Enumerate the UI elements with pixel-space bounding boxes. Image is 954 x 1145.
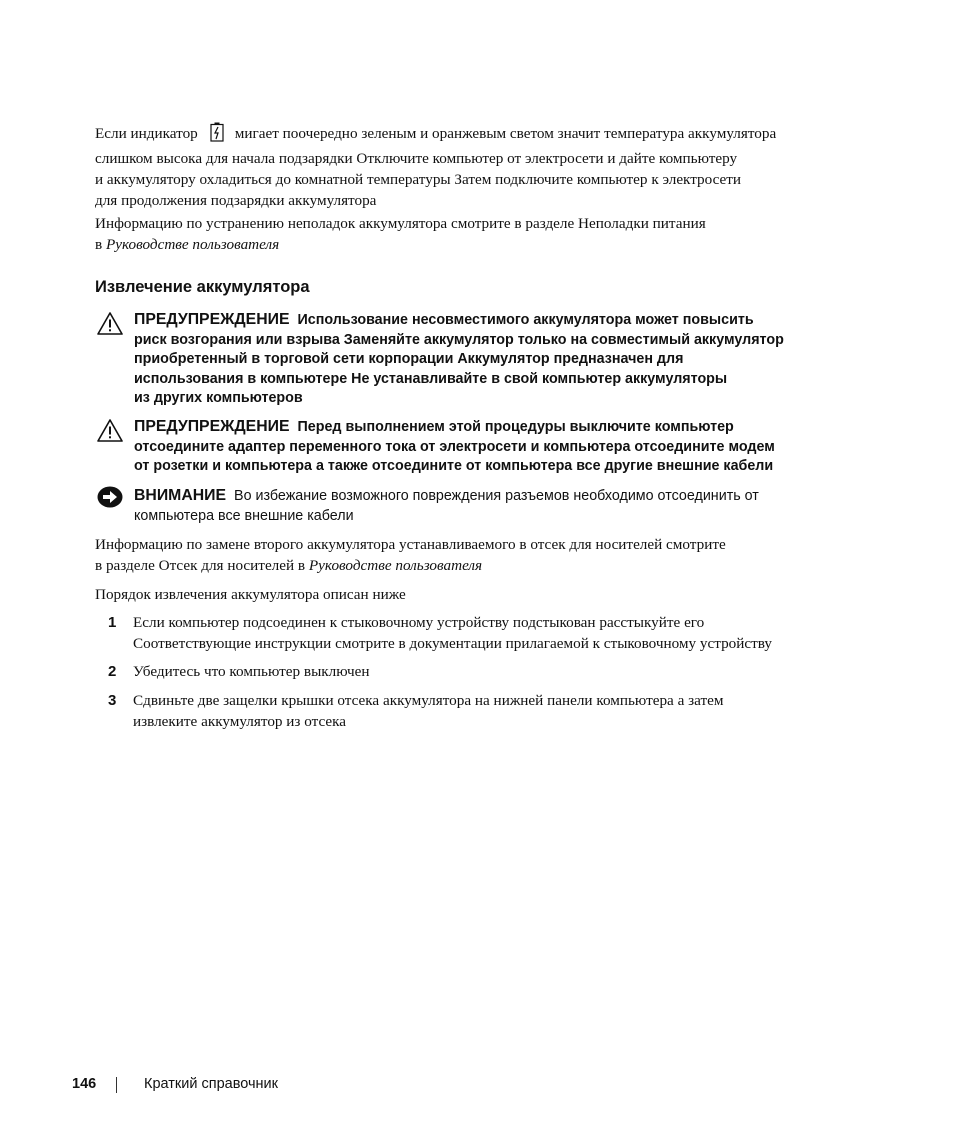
step-number: 1 (108, 614, 117, 631)
user-guide-reference: Руководстве пользователя (308, 557, 483, 574)
caution-block: ВНИМАНИЕ Во избежание возможного повреждения разъемов необходимо отсоединить от компьютера все внешние кабели (95, 486, 865, 526)
second-battery-paragraph: Информацию по замене второго аккумулятора устанавливаемого в отсек для носителей смотрите в разделе Отсек для носителей в Руководстве пользователя (95, 536, 726, 574)
step-number: 2 (108, 663, 117, 680)
intro-paragraph: Если индикатор мигает поочередно зеленым и оранжевым светом значит температура аккумулятора слишком высока для начала подзарядки Отключите компьютер от электросети и дайте компьютеру и аккумулятору охладиться до комнатной температуры Затем подключите компьютер к электросети для продолжения подзарядки аккумулятора (95, 122, 875, 211)
caution-label: ВНИМАНИЕ (134, 487, 227, 504)
warning-triangle-icon (97, 419, 123, 447)
page-number: 146 (72, 1076, 97, 1092)
footer-title: Краткий справочник (144, 1076, 278, 1092)
warning-block-2: ПРЕДУПРЕЖДЕНИЕ Перед выполнением этой процедуры выключите компьютер отсоедините адаптер переменного тока от электросети и компьютера отсоедините модем от розетки и компьютера а также отсоедините от компьютера все другие внешние кабели (95, 417, 865, 477)
step-number: 3 (108, 692, 117, 709)
warning-block-1: ПРЕДУПРЕЖДЕНИЕ Использование несовместимого аккумулятора может повысить риск возгорания или взрыва Заменяйте аккумулятор только на совместимый аккумулятор приобретенный в торговой сети корпорации Аккумулятор предназначен для использования в компьютере Не устанавливайте в свой компьютер аккумуляторы из других компьютеров (95, 310, 865, 409)
user-guide-reference: Руководстве пользователя (105, 236, 280, 253)
warning-triangle-icon (97, 312, 123, 340)
warning-label: ПРЕДУПРЕЖДЕНИЕ (134, 418, 290, 435)
caution-arrow-icon (97, 486, 123, 513)
list-item: 3 Сдвиньте две защелки крышки отсека аккумулятора на нижней панели компьютера а затем извлеките аккумулятор из отсека (108, 692, 724, 730)
section-heading: Извлечение аккумулятора (95, 278, 310, 296)
battery-indicator-icon (210, 122, 224, 148)
paragraph-line: Если индикатор мигает поочередно зеленым и оранжевым светом значит температура аккумулятора (95, 122, 875, 148)
procedure-intro: Порядок извлечения аккумулятора описан ниже (95, 586, 406, 603)
list-item: 1 Если компьютер подсоединен к стыковочному устройству подстыкован расстыкуйте его Соответствующие инструкции смотрите в документации прилагаемой к стыковочному устройству (108, 614, 773, 652)
warning-label: ПРЕДУПРЕЖДЕНИЕ (134, 311, 290, 328)
troubleshooting-paragraph: Информацию по устранению неполадок аккумулятора смотрите в разделе Неполадки питания в Руководстве пользователя (95, 215, 706, 253)
list-item: 2 Убедитесь что компьютер выключен (108, 663, 370, 680)
footer-divider (116, 1077, 117, 1093)
